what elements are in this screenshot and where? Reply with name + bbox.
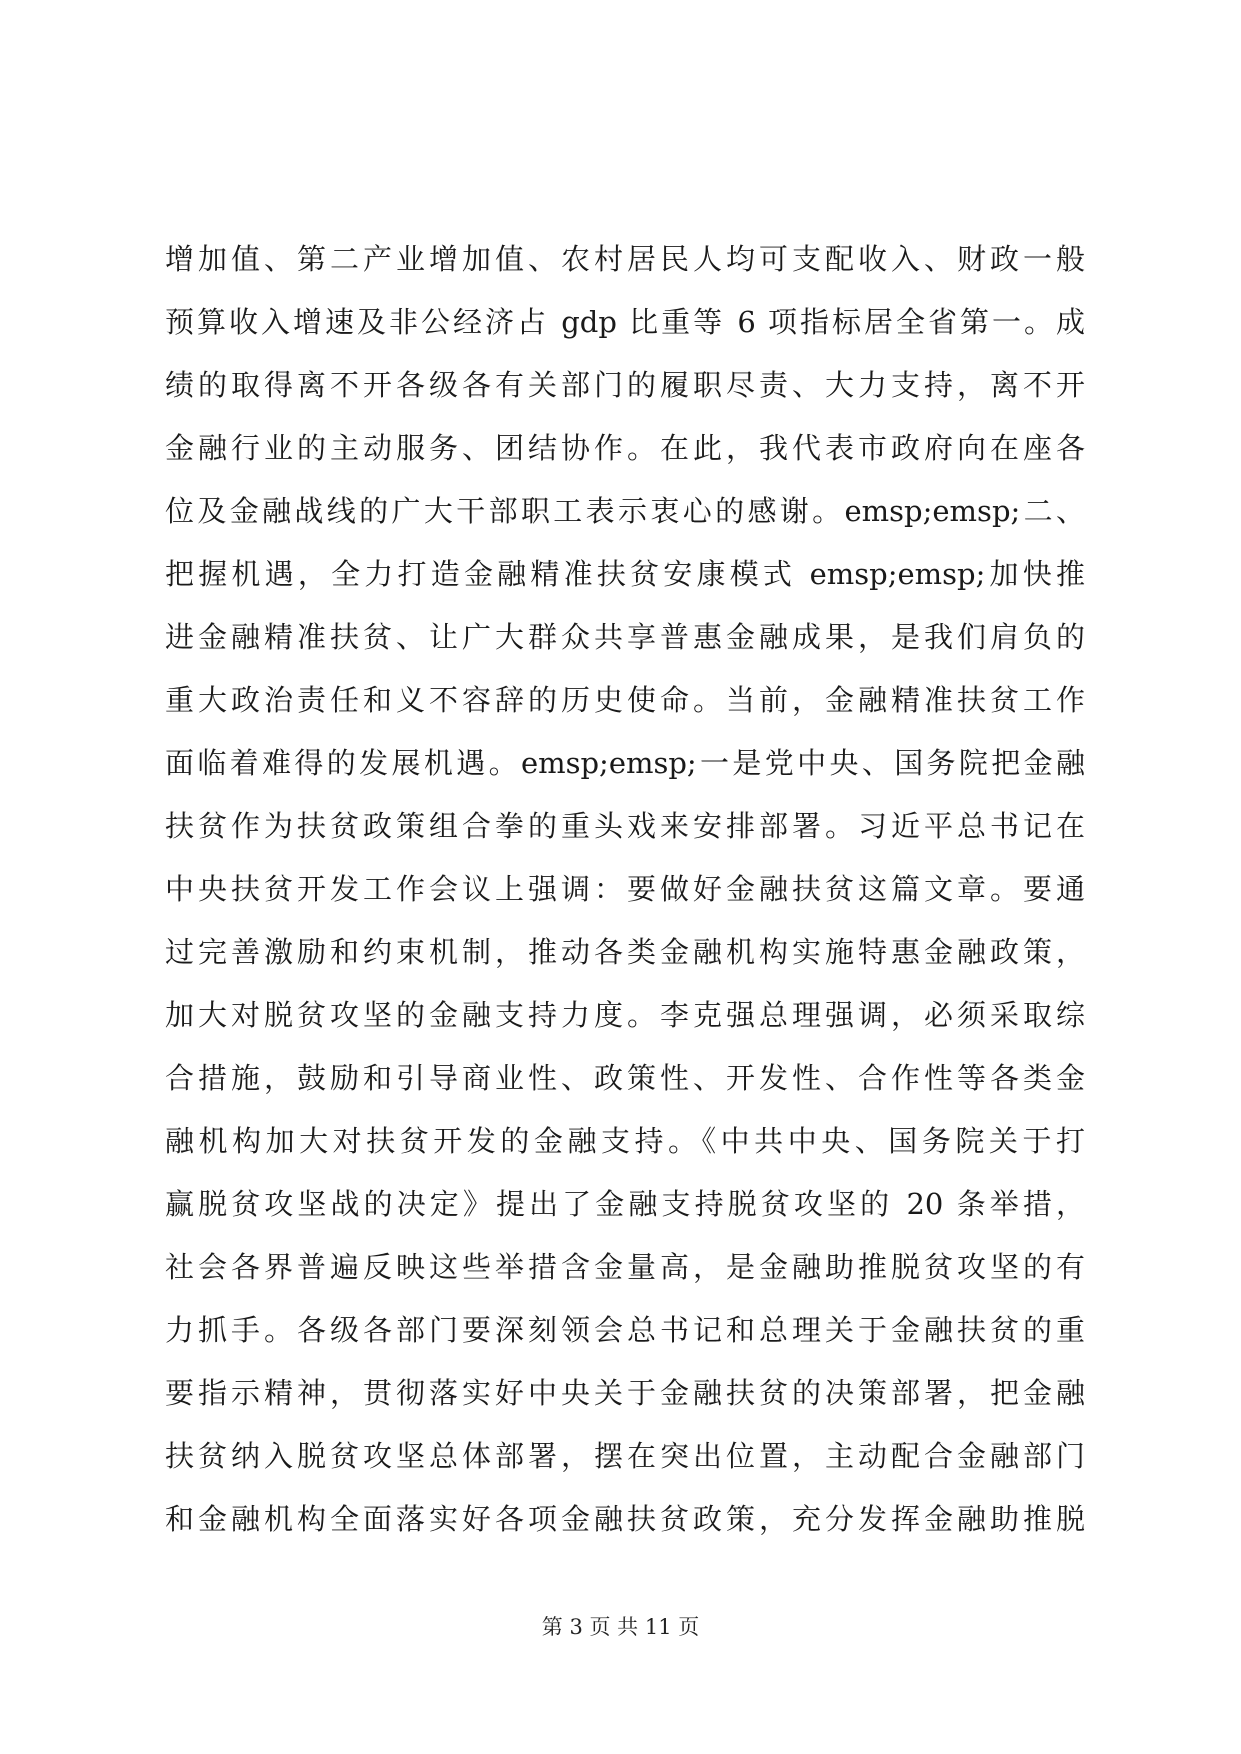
body-text (165, 228, 1085, 1551)
text-line: 重大政治责任和义不容辞的历史使命。当前，金融精准扶贫工作 (165, 683, 1085, 717)
text-line: 合措施，鼓励和引导商业性、政策性、开发性、合作性等各类金 (165, 1061, 1085, 1095)
text-line: 进金融精准扶贫、让广大群众共享普惠金融成果，是我们肩负的 (165, 620, 1085, 654)
text-line: 加大对脱贫攻坚的金融支持力度。李克强总理强调，必须采取综 (165, 998, 1085, 1032)
text-line: 赢脱贫攻坚战的决定》提出了金融支持脱贫攻坚的 20 条举措， (165, 1187, 1085, 1221)
text-line: 把握机遇，全力打造金融精准扶贫安康模式 emsp;emsp;加快推 (165, 557, 1085, 591)
text-line: 绩的取得离不开各级各有关部门的履职尽责、大力支持，离不开 (165, 368, 1085, 402)
text-line: 位及金融战线的广大干部职工表示衷心的感谢。emsp;emsp;二、 (165, 494, 1085, 528)
text-line: 融机构加大对扶贫开发的金融支持。《中共中央、国务院关于打 (165, 1124, 1085, 1158)
text-line: 增加值、第二产业增加值、农村居民人均可支配收入、财政一般 (165, 242, 1085, 276)
text-line: 预算收入增速及非公经济占 gdp 比重等 6 项指标居全省第一。成 (165, 305, 1085, 339)
text-line: 过完善激励和约束机制，推动各类金融机构实施特惠金融政策， (165, 935, 1085, 969)
page-number-label: 第 3 页 共 11 页 (541, 1615, 700, 1639)
text-line: 要指示精神，贯彻落实好中央关于金融扶贫的决策部署，把金融 (165, 1376, 1085, 1410)
text-line: 中央扶贫开发工作会议上强调：要做好金融扶贫这篇文章。要通 (165, 872, 1085, 906)
page-footer (0, 1612, 1241, 1642)
text-line: 和金融机构全面落实好各项金融扶贫政策，充分发挥金融助推脱 (165, 1502, 1085, 1536)
text-line: 力抓手。各级各部门要深刻领会总书记和总理关于金融扶贫的重 (165, 1313, 1085, 1347)
text-line: 面临着难得的发展机遇。emsp;emsp;一是党中央、国务院把金融 (165, 746, 1085, 780)
text-line: 社会各界普遍反映这些举措含金量高，是金融助推脱贫攻坚的有 (165, 1250, 1085, 1284)
text-line: 金融行业的主动服务、团结协作。在此，我代表市政府向在座各 (165, 431, 1085, 465)
text-line: 扶贫纳入脱贫攻坚总体部署，摆在突出位置，主动配合金融部门 (165, 1439, 1085, 1473)
text-line: 扶贫作为扶贫政策组合拳的重头戏来安排部署。习近平总书记在 (165, 809, 1085, 843)
